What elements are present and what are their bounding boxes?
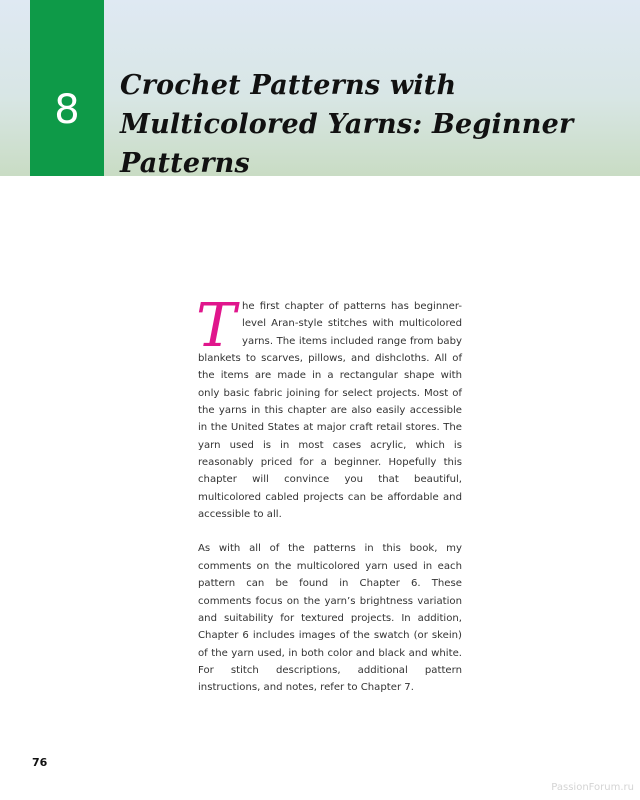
watermark: PassionForum.ru <box>551 782 634 793</box>
chapter-title: Crochet Patterns with Multicolored Yarns: Beginner Patterns <box>120 70 574 179</box>
page-number: 76 <box>32 756 48 769</box>
chapter-number: 8 <box>54 87 80 133</box>
paragraph-2: As with all of the patterns in this book, my comments on the multicolored yarn used in each pattern can be found in Chapter 6. These comments focus on the yarn’s brightness variation and suitability for textured projects. In addition, Chapter 6 includes images of the swatch (or skein) of the yarn used, in both color and black and white. For stitch descriptions, additional pattern instructions, and notes, refer to Chapter 7. <box>198 543 462 694</box>
drop-cap: T <box>196 291 237 361</box>
paragraph-1-text: he first chapter of patterns has beginner-level Aran-style stitches with multicolored yarns. The items included range from baby blankets to scarves, pillows, and dishcloths. All of the items are made in a rectangular shape with only basic fabric joining for select projects. Most of the yarns in this chapter are also easily accessible in the United States at major craft retail stores. The yarn used is in most cases acrylic, which is reasonably priced for a beginner. Hopefully this chapter will convince you that beautiful, multicolored cabled projects can be affordable and accessible to all. <box>198 301 462 521</box>
chapter-intro-text <box>196 291 462 697</box>
paragraph-1 <box>196 291 462 523</box>
